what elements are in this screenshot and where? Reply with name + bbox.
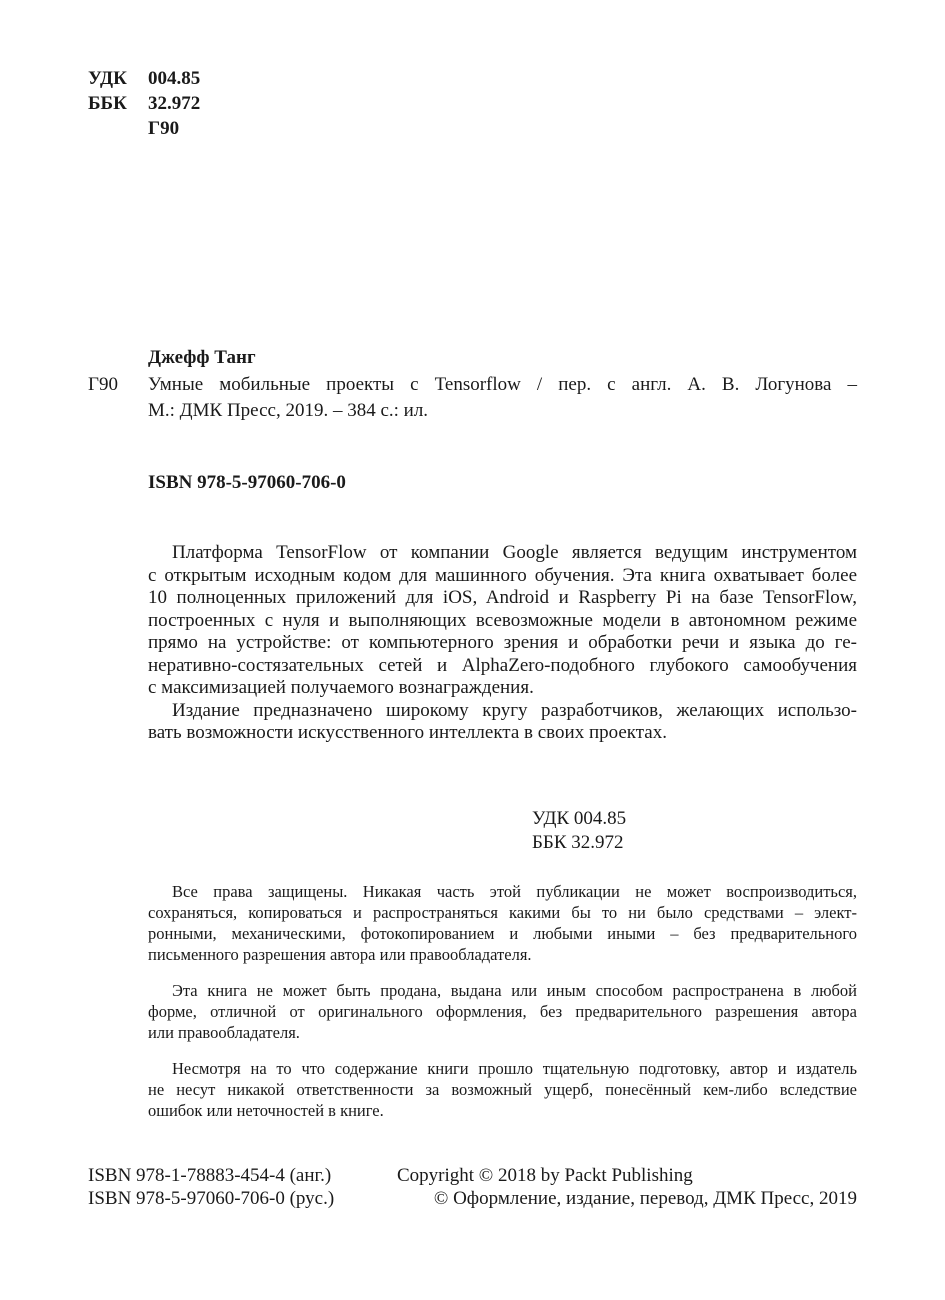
author-sign: Г90 — [148, 118, 180, 139]
copyright-en: Copyright © 2018 by Packt Publishing — [397, 1165, 693, 1186]
paragraph-line: ошибок или неточностей в книге. — [148, 1101, 384, 1120]
paragraph-line: ронными, механическими, фотокопированием и любыми иными – без предварительного — [148, 924, 857, 943]
bbk-code: ББК 32.972 — [88, 93, 201, 114]
title-line: Умные мобильные проекты с Tensorflow / пер. с англ. А. В. Логунова – — [148, 374, 857, 395]
title-line: М.: ДМК Пресс, 2019. – 384 с.: ил. — [148, 399, 429, 421]
paragraph-line: Несмотря на то что содержание книги прошло тщательную подготовку, автор и издатель — [172, 1059, 857, 1078]
paragraph-line: прямо на устройстве: от компьютерного зрения и обработки речи и языка до ге- — [148, 632, 857, 653]
annotation — [148, 542, 857, 745]
author-mark: Г90 — [88, 374, 118, 395]
paragraph — [148, 700, 857, 745]
paragraph-line: Все права защищены. Никакая часть этой публикации не может воспроизводиться, — [172, 882, 857, 901]
udk-right: УДК 004.85 — [532, 808, 627, 829]
isbn: ISBN 978-5-97060-706-0 — [148, 472, 346, 493]
paragraph-line: Платформа TensorFlow от компании Google является ведущим инструментом — [172, 542, 857, 563]
paragraph — [148, 881, 857, 965]
paragraph-line: Эта книга не может быть продана, выдана или иным способом распространена в любой — [172, 981, 857, 1000]
isbn-ru: ISBN 978-5-97060-706-0 (рус.) — [88, 1188, 335, 1209]
codes-right — [532, 807, 626, 855]
paragraph-line: 10 полноценных приложений для iOS, Android и Raspberry Pi на базе TensorFlow, — [148, 587, 857, 608]
paragraph — [148, 980, 857, 1043]
paragraph-line: или правообладателя. — [148, 1023, 300, 1042]
author-name: Джефф Танг — [148, 347, 256, 368]
paragraph-line: неративно-состязательных сетей и AlphaZero-подобного глубокого самообучения — [148, 654, 857, 676]
book-title — [148, 374, 857, 422]
paragraph-line: форме, отличной от оригинального оформления, без предварительного разрешения автора — [148, 1002, 857, 1021]
footer-isbns — [88, 1164, 334, 1210]
paragraph-line: сохраняться, копироваться и распространяться какими бы то ни было средствами – элект- — [148, 903, 857, 922]
paragraph-line: с открытым исходным кодом для машинного обучения. Эта книга охватывает более — [148, 564, 857, 586]
bbk-right: ББК 32.972 — [532, 832, 624, 853]
udk-code: УДК 004.85 — [88, 68, 201, 89]
paragraph-line: Издание предназначено широкому кругу разработчиков, желающих использо- — [172, 699, 857, 721]
paragraph — [148, 542, 857, 700]
legal-notice — [148, 881, 857, 1121]
paragraph — [148, 1058, 857, 1121]
paragraph-line: построенных с нуля и выполняющих всевозможные модели в автономном режиме — [148, 609, 857, 631]
paragraph-line: не несут никакой ответственности за возможный ущерб, понесённый кем-либо вследствие — [148, 1080, 857, 1099]
footer-copyright — [397, 1164, 857, 1210]
isbn-en: ISBN 978-1-78883-454-4 (анг.) — [88, 1165, 332, 1186]
copyright-ru: © Оформление, издание, перевод, ДМК Пресс, 2019 — [433, 1188, 857, 1209]
paragraph-line: письменного разрешения автора или правообладателя. — [148, 945, 532, 964]
paragraph-line: вать возможности искусственного интеллекта в своих проектах. — [148, 722, 667, 743]
paragraph-line: с максимизацией получаемого вознаграждения. — [148, 677, 534, 698]
classification-codes — [88, 66, 200, 141]
